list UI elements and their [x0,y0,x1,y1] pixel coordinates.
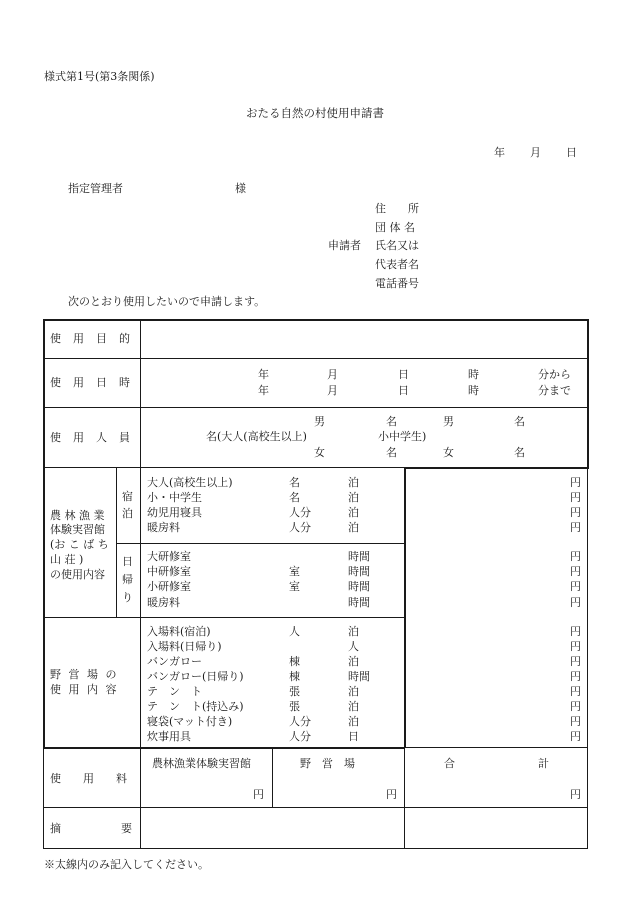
people-label: 使用人員 [50,431,142,444]
date-day: 日 [566,146,577,159]
honorific: 様 [235,182,246,195]
field-name: 氏名又は [375,239,419,252]
footnote: ※太線内のみ記入してください。 [44,858,209,871]
manager-label: 指定管理者 [68,182,123,195]
fee-total-yen: 円 [570,788,581,801]
intro-text: 次のとおり使用したいので申請します。 [68,295,266,308]
date-month: 月 [530,146,541,159]
fee-camp-header: 野 営 場 [300,757,355,770]
form-number: 様式第1号(第3条関係) [44,70,155,83]
date-year: 年 [494,146,505,159]
field-phone: 電話番号 [375,277,419,290]
remarks-label: 摘要 [50,822,192,835]
fee-facility-yen: 円 [253,788,264,801]
purpose-label: 使用目的 [50,332,142,345]
field-address: 住 所 [375,202,419,215]
fee-label: 使用料 [50,772,149,785]
fee-camp-yen: 円 [386,788,397,801]
field-group: 団 体 名 [375,221,415,234]
fee-total-header-a: 合 [444,757,455,770]
applicant-label: 申請者 [328,239,361,252]
field-representative: 代表者名 [375,258,419,271]
datetime-label: 使用日時 [50,376,142,389]
form-title: おたる自然の村使用申請書 [246,106,384,120]
fee-facility-header: 農林漁業体験実習館 [152,757,251,770]
fee-total-header-b: 計 [538,757,549,770]
